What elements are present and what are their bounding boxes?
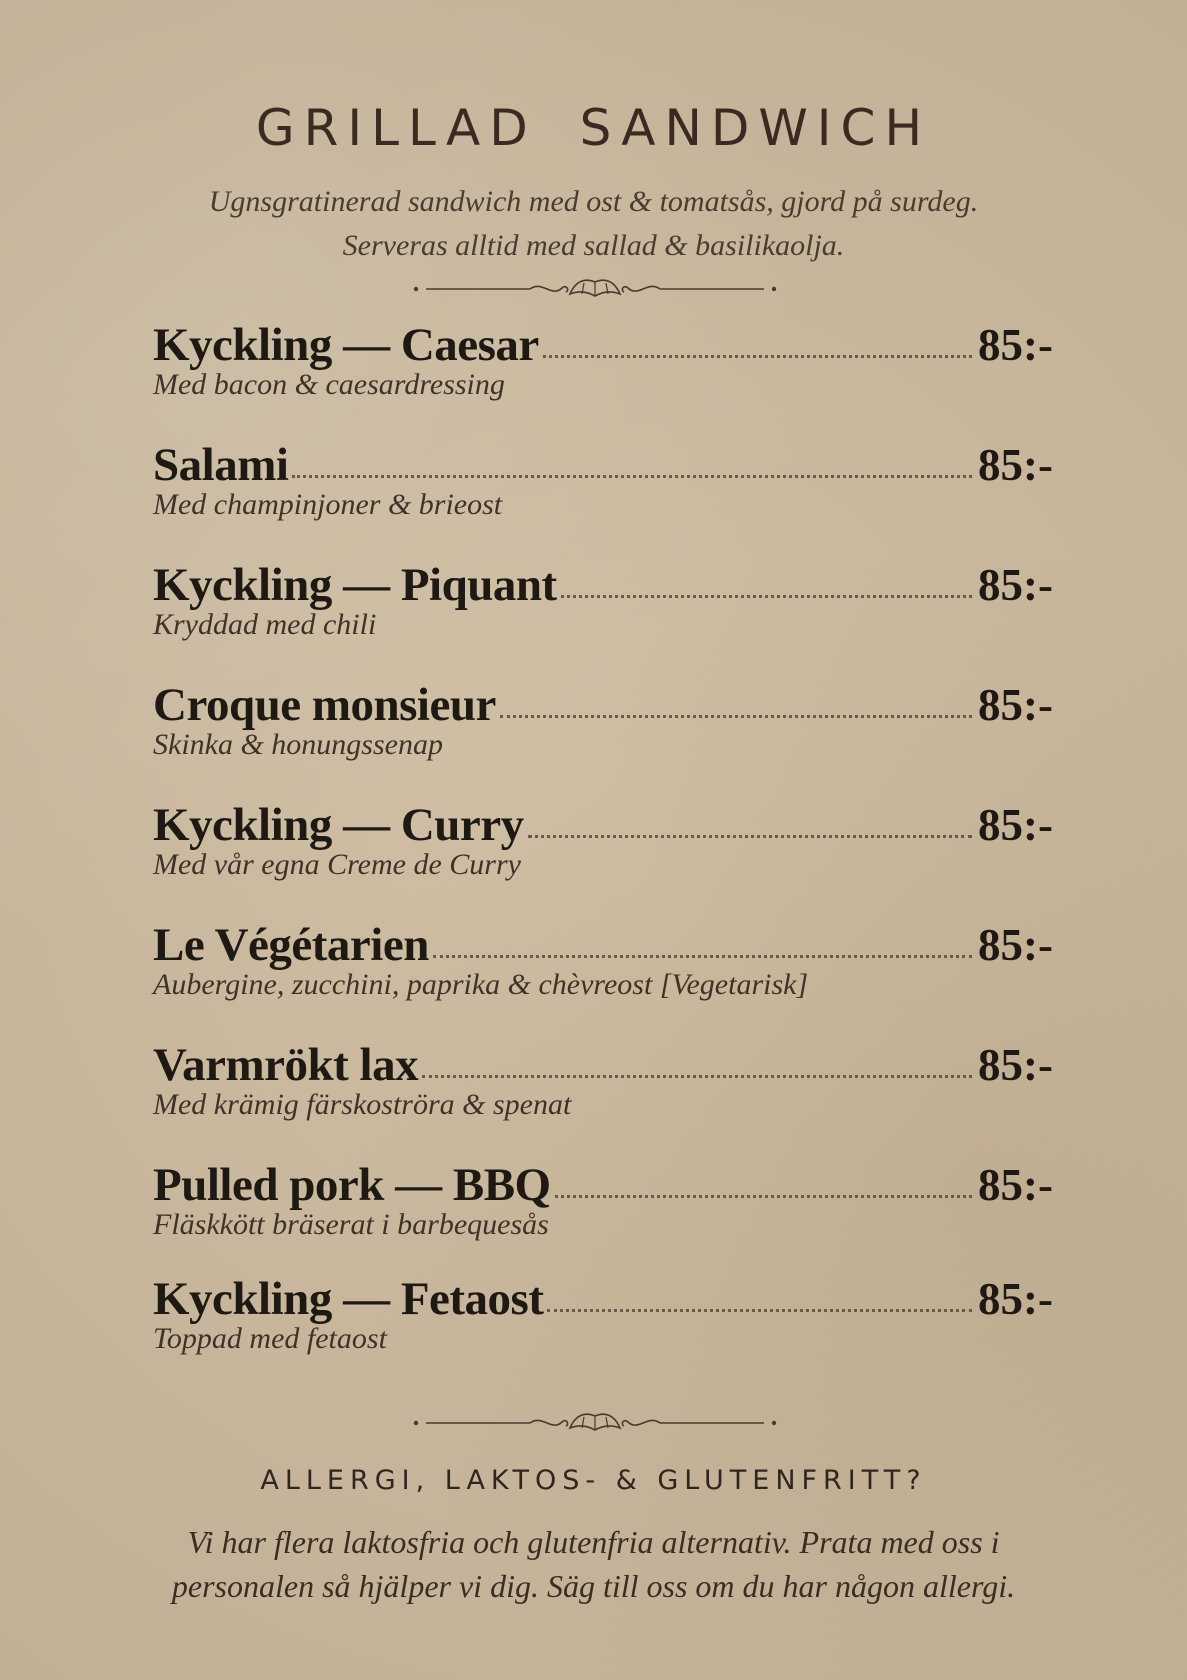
item-name: Kyckling — Curry <box>153 799 524 851</box>
dotted-leader <box>433 954 972 958</box>
menu-item <box>153 918 1053 1002</box>
menu-item <box>153 678 1053 762</box>
menu-item <box>153 1272 1053 1356</box>
item-description: Kryddad med chili <box>153 608 377 641</box>
item-price: 85:- <box>978 680 1053 730</box>
dotted-leader <box>422 1074 972 1078</box>
dotted-leader <box>528 834 972 838</box>
menu-item <box>153 558 1053 642</box>
item-description: Aubergine, zucchini, paprika & chèvreost [Vegetarisk] <box>153 968 809 1001</box>
item-description: Med vår egna Creme de Curry <box>153 848 521 881</box>
menu-item <box>153 438 1053 522</box>
menu-item <box>153 798 1053 882</box>
item-name: Kyckling — Fetaost <box>153 1273 544 1325</box>
menu-item <box>153 1038 1053 1122</box>
dotted-leader <box>500 714 972 718</box>
item-price: 85:- <box>978 1160 1053 1210</box>
allergy-heading: ALLERGI, LAKTOS- & GLUTENFRITT? <box>260 1465 927 1496</box>
dotted-leader <box>547 1308 972 1312</box>
item-description: Med krämig färskoströra & spenat <box>153 1088 572 1121</box>
allergy-text-line-1: Vi har flera laktosfria och glutenfria alternativ. Prata med oss i <box>187 1524 1000 1560</box>
dotted-leader <box>561 594 972 598</box>
item-name: Le Végétarien <box>153 919 429 971</box>
item-price: 85:- <box>978 920 1053 970</box>
item-price: 85:- <box>978 1274 1053 1324</box>
item-price: 85:- <box>978 1040 1053 1090</box>
subtitle-line-2: Serveras alltid med sallad & basilikaolja. <box>342 229 845 262</box>
item-price: 85:- <box>978 320 1053 370</box>
item-name: Pulled pork — BBQ <box>153 1159 551 1211</box>
croissant-ornament-icon <box>410 274 780 304</box>
allergy-text-line-2: personalen så hjälper vi dig. Säg till oss om du har någon allergi. <box>171 1568 1016 1604</box>
dotted-leader <box>555 1194 972 1198</box>
item-name: Kyckling — Caesar <box>153 319 539 371</box>
dotted-leader <box>292 474 972 478</box>
item-name: Salami <box>153 439 289 491</box>
item-price: 85:- <box>978 440 1053 490</box>
item-description: Toppad med fetaost <box>153 1322 387 1355</box>
item-name: Kyckling — Piquant <box>153 559 557 611</box>
item-description: Fläskkött bräserat i barbequesås <box>153 1208 549 1241</box>
item-description: Med champinjoner & brieost <box>153 488 503 521</box>
item-description: Skinka & honungssenap <box>153 728 443 761</box>
subtitle-line-1: Ugnsgratinerad sandwich med ost & tomatsås, gjord på surdeg. <box>208 185 979 218</box>
item-price: 85:- <box>978 560 1053 610</box>
menu-item <box>153 1158 1053 1242</box>
menu-item <box>153 318 1053 402</box>
item-name: Croque monsieur <box>153 679 496 731</box>
croissant-ornament-icon <box>410 1408 780 1438</box>
item-name: Varmrökt lax <box>153 1039 419 1091</box>
item-description: Med bacon & caesardressing <box>153 368 505 401</box>
item-price: 85:- <box>978 800 1053 850</box>
dotted-leader <box>543 354 972 358</box>
page-title: GRILLAD SANDWICH <box>255 99 932 157</box>
